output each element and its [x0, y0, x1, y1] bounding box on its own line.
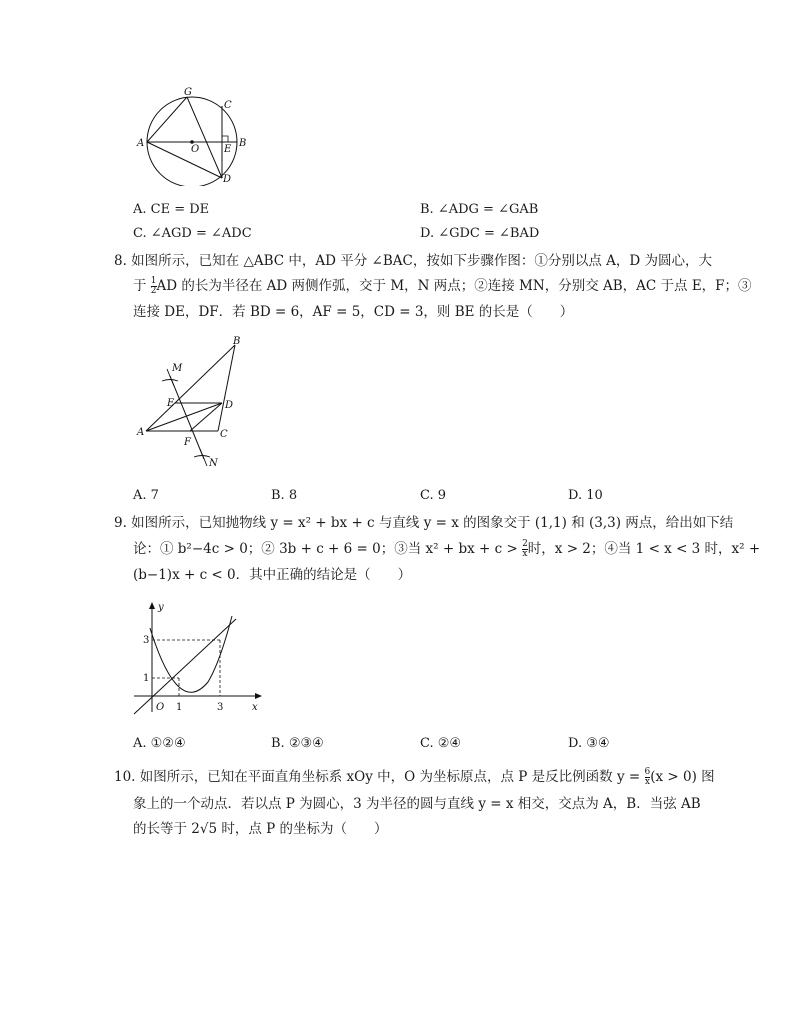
q9-graph-figure [128, 600, 264, 720]
q9-line-2-pre: 论：① b²−4c > 0；② 3b + c + 6 = 0；③当 x² + bx + c > [133, 541, 523, 557]
q8-label-c: C [220, 429, 228, 440]
q10-fraction-num: 6 [644, 767, 651, 777]
q9-line-2-post: 时，x > 2；④当 1 < x < 3 时，x² + [527, 541, 761, 557]
q7-label-a: A [137, 138, 145, 149]
q8-fraction-num: 1 [150, 276, 157, 286]
q9-tick-y-3: 3 [143, 635, 150, 646]
q7-label-b: B [239, 138, 247, 149]
q9-line-3: (b−1)x + c < 0．其中正确的结论是（ ） [133, 567, 412, 583]
q9-label-o: O [156, 702, 165, 713]
q8-label-n: N [209, 458, 218, 469]
q8-label-e: E [167, 398, 175, 409]
q8-label-f: F [184, 437, 191, 448]
q9-tick-x-3: 3 [217, 702, 224, 713]
q10-line-1 [114, 768, 715, 787]
q10-line-3: 的长等于 2√5 时，点 P 的坐标为（ ） [133, 821, 388, 837]
q8-option-b: B. 8 [271, 488, 298, 503]
q8-fraction-den: 2 [150, 286, 157, 296]
q7-circle-figure [134, 86, 252, 186]
q10-line-1-pre: 10. 如图所示，已知在平面直角坐标系 xOy 中，O 为坐标原点，点 P 是反比例函数 y = [114, 769, 645, 785]
q9-option-d: D. ③④ [568, 736, 610, 751]
q9-fraction-den: x [522, 549, 528, 559]
q7-option-b: B. ∠ADG = ∠GAB [420, 202, 539, 217]
q9-line-1: 9. 如图所示，已知抛物线 y = x² + bx + c 与直线 y = x 的图象交于 (1,1) 和 (3,3) 两点，给出如下结 [114, 515, 734, 531]
q8-label-b: B [233, 336, 241, 347]
q7-label-e: E [224, 144, 232, 155]
q10-line-2: 象上的一个动点．若以点 P 为圆心，3 为半径的圆与直线 y = x 相交，交点为 A，B．当弦 AB [133, 796, 701, 812]
q7-label-d: D [223, 174, 232, 185]
q8-line-2-post: AD 的长为半径在 AD 两侧作弧，交于 M，N 两点；②连接 MN，分别交 AB，AC 于点 E，F；③ [156, 278, 752, 294]
q8-line-1: 8. 如图所示，已知在 △ABC 中，AD 平分 ∠BAC，按如下步骤作图：①分别以点 A，D 为圆心，大 [114, 253, 713, 269]
q8-line-2-pre: 于 [133, 278, 151, 294]
q9-option-c: C. ②④ [420, 736, 462, 751]
q7-label-o: O [191, 144, 200, 155]
q7-label-c: C [224, 100, 232, 111]
q8-option-d: D. 10 [568, 488, 603, 503]
q7-label-g: G [184, 87, 192, 98]
q7-option-c: C. ∠AGD = ∠ADC [133, 226, 252, 241]
q8-label-m: M [172, 363, 183, 374]
q9-label-x: x [252, 702, 258, 713]
q8-option-c: C. 9 [420, 488, 447, 503]
q7-option-d: D. ∠GDC = ∠BAD [420, 226, 540, 241]
q9-tick-x-1: 1 [176, 702, 183, 713]
q8-option-a: A. 7 [133, 488, 159, 503]
q8-label-a: A [137, 427, 145, 438]
q9-tick-y-1: 1 [143, 673, 150, 684]
q10-line-1-post: (x > 0) 图 [650, 769, 715, 785]
q8-triangle-figure [134, 336, 254, 470]
q9-label-y: y [158, 602, 164, 613]
q9-option-b: B. ②③④ [271, 736, 324, 751]
q9-fraction-num: 2 [522, 539, 528, 549]
q8-label-d: D [225, 400, 234, 411]
q8-line-3: 连接 DE，DF．若 BD = 6，AF = 5，CD = 3，则 BE 的长是（ ） [133, 304, 574, 320]
q8-line-2 [133, 277, 752, 296]
q10-fraction-den: x [644, 777, 650, 787]
q9-option-a: A. ①②④ [133, 736, 186, 751]
q7-option-a: A. CE = DE [133, 202, 210, 217]
q9-line-2 [133, 540, 760, 559]
